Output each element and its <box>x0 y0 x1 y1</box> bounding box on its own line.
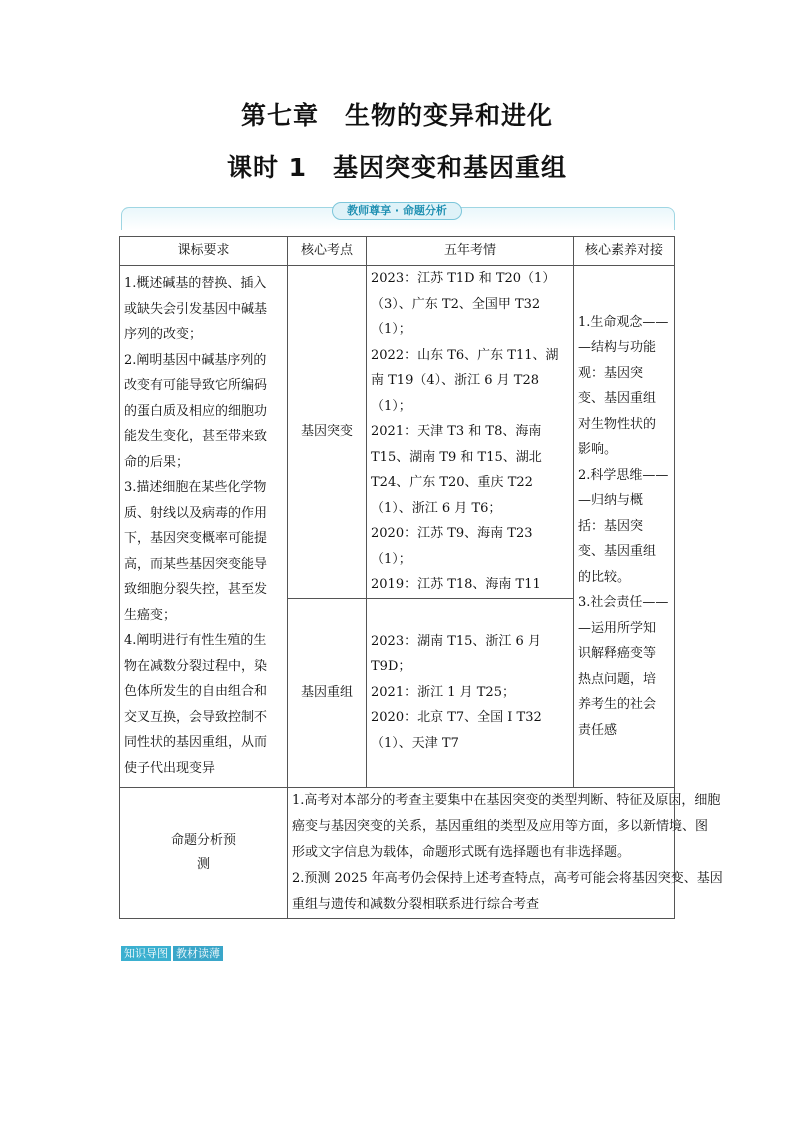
text-line: 或缺失会引发基因中碱基 <box>124 301 268 317</box>
topic-gene-mutation: 基因突变 <box>288 266 367 599</box>
chapter-name: 生物的变异和进化 <box>345 101 554 130</box>
text-line: 2023：湖南 T15、浙江 6 月 <box>371 633 541 649</box>
text-line: （1）； <box>371 551 412 567</box>
lesson-title <box>0 148 794 184</box>
teacher-banner <box>121 204 675 230</box>
table-row <box>120 266 675 599</box>
text-line: 能发生变化，甚至带来致 <box>124 429 268 445</box>
curriculum-text <box>124 271 283 781</box>
lesson-name: 基因突变和基因重组 <box>333 153 568 182</box>
text-line: 下，基因突变概率可能提 <box>124 531 268 547</box>
text-line: （1）； <box>371 322 412 337</box>
text-line: 改变有可能导致它所编码 <box>124 378 268 394</box>
forecast-text <box>288 787 723 918</box>
text-line: 癌变与基因突变的关系，基因重组的类型及应用等方面，多以新情境、图 <box>292 818 709 834</box>
text-line: —运用所学知 <box>578 620 657 636</box>
text-line: 2022：山东 T6、广东 T11、湖 <box>371 347 559 363</box>
text-line: —结构与功能 <box>578 340 657 355</box>
tag-textbook-reading[interactable]: 教材读薄 <box>173 946 223 961</box>
text-line: 变、基因重组 <box>578 544 657 559</box>
text-line: 4.阐明进行有性生殖的生 <box>124 633 267 649</box>
text-line: 识解释癌变等 <box>578 646 657 661</box>
curriculum-cell <box>120 266 288 788</box>
text-line: T24、广东 T20、重庆 T22 <box>371 475 533 490</box>
forecast-label <box>120 787 288 918</box>
text-line: 责任感 <box>578 722 618 738</box>
text-line: 2020：北京 T7、全国 I T32 <box>371 710 542 726</box>
text-line: 3.社会责任—— <box>578 595 669 610</box>
text-line: 交叉互换，会导致控制不 <box>124 709 268 725</box>
text-line: T9D； <box>371 659 412 675</box>
text-line: 测 <box>196 856 210 872</box>
text-line: 形或文字信息为载体，命题形式既有选择题也有非选择题。 <box>292 844 631 860</box>
text-line: 致细胞分裂失控，甚至发 <box>124 582 268 598</box>
text-line: 的比较。 <box>578 569 631 585</box>
banner-label: 教师尊享 · 命题分析 <box>332 202 462 220</box>
header-literacy: 核心素养对接 <box>574 237 675 266</box>
text-line: 2019：江苏 T18、海南 T11 <box>371 577 541 592</box>
text-line: 3.描述细胞在某些化学物 <box>124 480 267 496</box>
literacy-cell <box>574 266 675 788</box>
text-line: 影响。 <box>578 442 618 457</box>
text-line: 使子代出现变异 <box>124 760 216 776</box>
text-line: 生癌变； <box>124 607 177 623</box>
text-line: 2020：江苏 T9、海南 T23 <box>371 526 533 541</box>
text-line: （3）、广东 T2、全国甲 T32 <box>371 296 541 312</box>
text-line: 色体所发生的自由组合和 <box>124 684 268 700</box>
text-line: 2023：江苏 T1D 和 T20（1） <box>371 271 556 286</box>
text-line: 1.概述碱基的替换、插入 <box>124 276 267 292</box>
exam-history-recombination <box>367 598 574 787</box>
chapter-title <box>0 96 794 132</box>
text-line: 对生物性状的 <box>578 416 657 432</box>
footer-tags <box>121 946 225 961</box>
text-line: 物在减数分裂过程中，染 <box>124 658 268 674</box>
topic-gene-recombination: 基因重组 <box>288 598 367 787</box>
text-line: 养考生的社会 <box>578 697 657 712</box>
text-line: 的蛋白质及相应的细胞功 <box>124 403 268 419</box>
text-line: 2.预测 2025 年高考仍会保持上述考查特点，高考可能会将基因突变、基因 <box>292 870 723 886</box>
text-line: 热点问题，培 <box>578 671 657 687</box>
text-line: 序列的改变； <box>124 327 203 343</box>
text-line: 观：基因突 <box>578 365 644 381</box>
text-line: 2021：浙江 1 月 T25； <box>371 684 515 700</box>
text-line: （1）、浙江 6 月 T6； <box>371 500 502 516</box>
text-line: （1）、天津 T7 <box>371 735 459 751</box>
text-line: 高，而某些基因突变能导 <box>124 556 268 572</box>
text-line: 同性状的基因重组，从而 <box>124 735 268 751</box>
text-line: 变、基因重组 <box>578 391 657 406</box>
chapter-number: 第七章 <box>240 101 319 130</box>
tag-knowledge-map[interactable]: 知识导图 <box>121 946 171 961</box>
text-line: 命的后果； <box>124 454 190 470</box>
text-line: 1.高考对本部分的考查主要集中在基因突变的类型判断、特征及原因，细胞 <box>292 792 721 808</box>
text-line: （1）； <box>371 398 412 414</box>
text-line: T15、湖南 T9 和 T15、湖北 <box>371 449 542 465</box>
text-line: 括：基因突 <box>578 518 644 534</box>
header-exam-history: 五年考情 <box>367 237 574 266</box>
table-header-row <box>120 237 675 266</box>
text-line: 质、射线以及病毒的作用 <box>124 505 268 521</box>
text-line: 重组与遗传和减数分裂相联系进行综合考查 <box>292 896 540 912</box>
analysis-table <box>119 236 723 919</box>
text-line: 2021：天津 T3 和 T8、海南 <box>371 424 542 439</box>
header-curriculum: 课标要求 <box>120 237 288 266</box>
header-topic: 核心考点 <box>288 237 367 266</box>
text-line: 命题分析预 <box>170 832 236 848</box>
lesson-number: 课时 1 <box>226 153 308 182</box>
text-line: 南 T19（4）、浙江 6 月 T28 <box>371 373 539 388</box>
forecast-row <box>120 787 675 918</box>
text-line: 2.阐明基因中碱基序列的 <box>124 352 267 368</box>
exam-history-mutation <box>367 266 574 599</box>
text-line: —归纳与概 <box>578 493 644 508</box>
text-line: 1.生命观念—— <box>578 314 669 330</box>
text-line: 2.科学思维—— <box>578 467 669 483</box>
literacy-text <box>578 310 670 744</box>
